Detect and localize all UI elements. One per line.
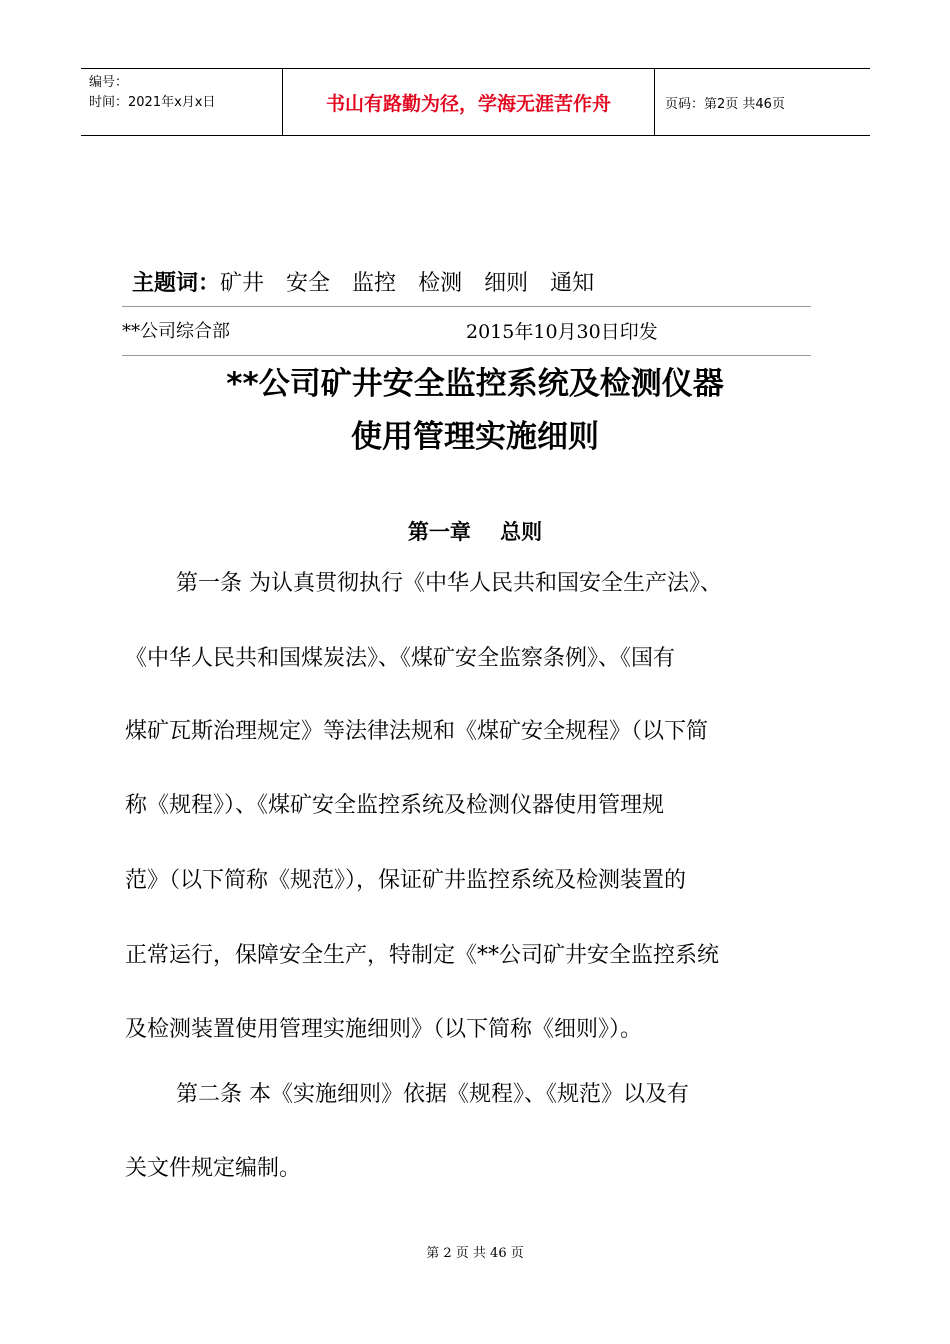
- keyword-term: 安全: [286, 271, 331, 296]
- body-line: 关文件规定编制。: [125, 1156, 302, 1181]
- page-header: [81, 68, 870, 136]
- keywords-label: 主题词：: [132, 271, 221, 296]
- document-number-label: 编号：: [89, 75, 129, 90]
- issue-date: 2015年10月30日印发: [466, 321, 658, 343]
- body-line: 称《规程》）、《煤矿安全监控系统及检测仪器使用管理规: [125, 793, 665, 818]
- body-line: 第一条 为认真贯彻执行《中华人民共和国安全生产法》、: [176, 571, 722, 596]
- page-footer: 第 2 页 共 46 页: [426, 1246, 524, 1261]
- body-line: 第二条 本《实施细则》依据《规程》、《规范》以及有: [176, 1082, 689, 1107]
- keyword-term: 检测: [418, 271, 463, 296]
- keyword-term: 细则: [484, 271, 529, 296]
- keyword-term: 矿井: [220, 271, 265, 296]
- issuer-org: **公司综合部: [122, 321, 230, 342]
- body-line: 正常运行，保障安全生产，特制定《**公司矿井安全监控系统: [125, 943, 720, 968]
- keyword-term: 监控: [352, 271, 397, 296]
- document-title-line-1: **公司矿井安全监控系统及检测仪器: [226, 366, 724, 402]
- header-motto: 书山有路勤为径，学海无涯苦作舟: [282, 69, 655, 135]
- chapter-heading: 第一章 总则: [407, 520, 543, 544]
- header-meta: [81, 69, 282, 135]
- body-line: 煤矿瓦斯治理规定》等法律法规和《煤矿安全规程》（以下简: [125, 719, 709, 744]
- divider-line: [122, 306, 811, 307]
- body-line: 范》（以下简称《规范》），保证矿井监控系统及检测装置的: [125, 868, 687, 893]
- divider-line: [122, 355, 811, 356]
- keywords-line: [132, 268, 616, 300]
- body-line: 《中华人民共和国煤炭法》、《煤矿安全监察条例》、《国有: [125, 646, 676, 671]
- header-page-info: 页码：第2页 共46页: [665, 96, 785, 112]
- keyword-term: 通知: [550, 271, 595, 296]
- document-time-label: 时间：2021年x月x日: [89, 95, 216, 110]
- body-line: 及检测装置使用管理实施细则》（以下简称《细则》）。: [125, 1017, 643, 1042]
- document-title-line-2: 使用管理实施细则: [351, 419, 599, 455]
